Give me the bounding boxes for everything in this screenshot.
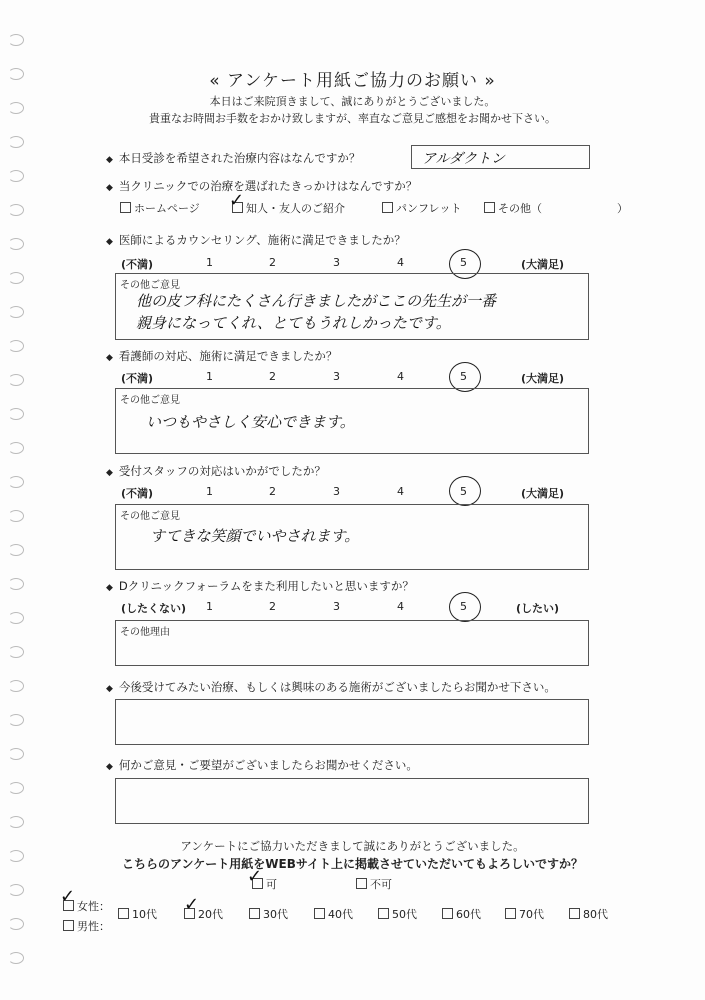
age-option[interactable]: 30代 [249,906,288,922]
q8-answer-box[interactable] [115,778,589,824]
binder-ring [8,306,24,318]
binder-ring [8,272,24,284]
binder-ring [8,510,24,522]
checkbox[interactable] [249,908,260,919]
checkbox[interactable] [120,202,131,213]
checkmark-icon: ✓ [184,894,200,915]
diamond-icon: ◆ [106,155,113,165]
scale-high-label: (大満足) [521,258,565,271]
selected-circle [449,592,481,622]
question-1 [106,150,360,166]
binder-ring [8,136,24,148]
scale-5[interactable]: 5 [460,256,467,269]
scale-4[interactable]: 4 [397,256,404,269]
age-option[interactable]: 40代 [314,906,353,922]
binder-ring [8,442,24,454]
scale-low-label: (不満) [121,487,154,500]
diamond-icon: ◆ [106,583,113,593]
checkbox[interactable] [505,908,516,919]
consent-no[interactable]: 不可 [356,876,392,892]
age-option[interactable]: 80代 [569,906,608,922]
option-other-close: ） [617,202,628,215]
binder-ring [8,238,24,250]
scale-low-label: (不満) [121,372,154,385]
scale-3[interactable]: 3 [333,600,340,613]
binder-ring [8,646,24,658]
scale-1[interactable]: 1 [206,256,213,269]
question-4 [106,348,337,364]
q4-comment-box[interactable] [115,388,589,454]
female-option[interactable]: 女性： [63,898,110,914]
scale-4[interactable]: 4 [397,370,404,383]
scale-4[interactable]: 4 [397,600,404,613]
footer-thanks: アンケートにご協力いただきまして誠にありがとうございました。 [180,839,525,853]
scale-2[interactable]: 2 [269,370,276,383]
scale-high-label: (したい) [516,602,560,615]
binder-ring [8,578,24,590]
q2-options [0,200,705,216]
male-option[interactable]: 男性： [63,918,110,934]
scale-high-label: (大満足) [521,372,565,385]
scale-5[interactable]: 5 [460,370,467,383]
q1-answer: アルダクトン [422,151,505,167]
scale-low-label: (不満) [121,258,154,271]
binder-ring [8,170,24,182]
option-homepage[interactable]: ホームページ [120,200,200,216]
question-2 [106,178,417,194]
question-4-text: 看護師の対応、施術に満足できましたか？ [118,349,338,363]
diamond-icon: ◆ [106,353,113,363]
scale-2[interactable]: 2 [269,600,276,613]
question-2-text: 当クリニックでの治療を選ばれたきっかけはなんですか？ [118,179,418,193]
comment-label: その他理由 [120,627,170,638]
binder-ring [8,680,24,692]
q5-comment-line-1: すてきな笑顔でいやされます。 [150,527,360,545]
scale-4[interactable]: 4 [397,485,404,498]
age-option[interactable]: 10代 [118,906,157,922]
checkbox[interactable] [356,878,367,889]
comment-label: その他ご意見 [120,511,180,522]
q3-comment-line-2: 親身になってくれ、とてもうれしかったです。 [136,314,451,332]
checkmark-icon: ✓ [60,886,76,907]
q7-answer-box[interactable] [115,699,589,745]
q3-comment-line-1: 他の皮フ科にたくさん行きましたがここの先生が一番 [136,292,497,310]
scale-3[interactable]: 3 [333,370,340,383]
scale-low-label: (したくない) [121,602,187,615]
scale-3[interactable]: 3 [333,256,340,269]
comment-label: その他ご意見 [120,395,180,406]
scale-5[interactable]: 5 [460,600,467,613]
intro-line-2: 貴重なお時間お手数をおかけ致しますが、率直なご意見ご感想をお聞かせ下さい。 [149,112,556,125]
age-option[interactable]: 60代 [442,906,481,922]
checkbox[interactable] [314,908,325,919]
option-referral[interactable]: 知人・友人のご紹介 [232,200,345,216]
question-7-text: 今後受けてみたい治療、もしくは興味のある施術がございましたらお聞かせ下さい。 [118,680,556,694]
question-8 [106,757,418,773]
scale-1[interactable]: 1 [206,600,213,613]
intro-line-1: 本日はご来院頂きまして、誠にありがとうございました。 [209,95,496,108]
question-3 [106,232,406,248]
scale-3[interactable]: 3 [333,485,340,498]
scale-high-label: (大満足) [521,487,565,500]
scale-2[interactable]: 2 [269,256,276,269]
checkbox[interactable] [118,908,129,919]
question-6-text: Dクリニックフォーラムをまた利用したいと思いますか？ [118,579,414,593]
scale-1[interactable]: 1 [206,370,213,383]
binder-ring [8,34,24,46]
binder-ring [8,782,24,794]
checkbox[interactable] [442,908,453,919]
binder-ring [8,952,24,964]
q6-comment-box[interactable] [115,620,589,666]
diamond-icon: ◆ [106,468,113,478]
binder-ring [8,544,24,556]
age-option[interactable]: 50代 [378,906,417,922]
q4-comment-line-1: いつもやさしく安心できます。 [146,413,355,431]
scale-2[interactable]: 2 [269,485,276,498]
age-option[interactable]: 70代 [505,906,544,922]
q3-scale [0,256,705,272]
q5-comment-box[interactable] [115,504,589,570]
q3-comment-box[interactable] [115,273,589,340]
selected-circle [449,476,481,506]
q5-scale [0,485,705,501]
question-6 [106,578,414,594]
checkbox[interactable] [484,202,495,213]
consent-yes[interactable]: 可 [252,876,277,892]
checkmark-icon: ✓ [247,866,263,887]
age-options [0,906,705,922]
diamond-icon: ◆ [106,183,113,193]
diamond-icon: ◆ [106,237,113,247]
age-option[interactable]: 20代 [184,906,223,922]
scale-1[interactable]: 1 [206,485,213,498]
binder-ring [8,748,24,760]
option-other[interactable]: その他（ [484,200,542,216]
consent-options [0,876,705,892]
question-1-text: 本日受診を希望された治療内容はなんですか？ [118,151,361,165]
page-title: « アンケート用紙ご協力のお願い » [209,71,496,91]
question-7 [106,679,556,695]
question-5-text: 受付スタッフの対応はいかがでしたか？ [118,464,326,478]
question-3-text: 医師によるカウンセリング、施術に満足できましたか？ [118,233,406,247]
diamond-icon: ◆ [106,684,113,694]
checkbox[interactable] [378,908,389,919]
question-5 [106,463,326,479]
binder-ring [8,714,24,726]
scale-5[interactable]: 5 [460,485,467,498]
binder-ring [8,340,24,352]
binder-ring [8,816,24,828]
question-8-text: 何かご意見・ご要望がございましたらお聞かせください。 [118,758,418,772]
binder-ring [8,408,24,420]
checkbox[interactable] [382,202,393,213]
q6-scale [0,600,705,616]
comment-label: その他ご意見 [120,280,180,291]
q4-scale [0,370,705,386]
option-pamphlet[interactable]: パンフレット [382,200,461,216]
diamond-icon: ◆ [106,762,113,772]
checkbox[interactable] [569,908,580,919]
checkmark-icon: ✓ [229,190,245,211]
footer-question: こちらのアンケート用紙をWEBサイト上に掲載させていただいてもよろしいですか？ [121,857,584,871]
